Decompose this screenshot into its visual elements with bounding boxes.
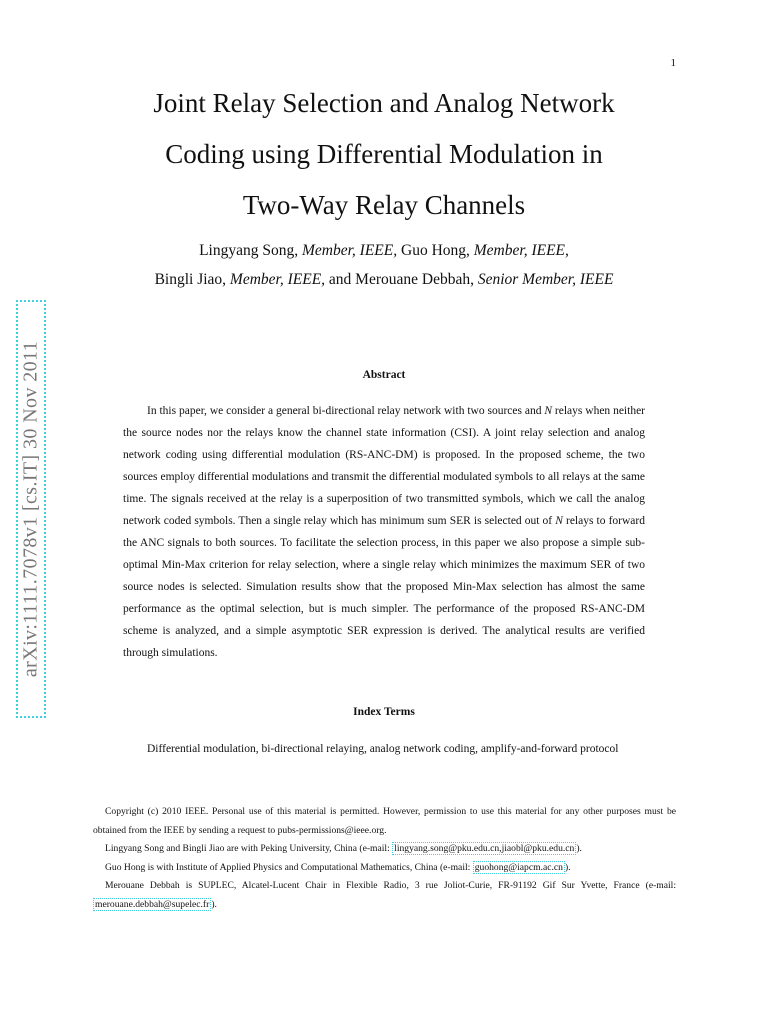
abstract-text: relays when neither the source nodes nor the relays know the channel state information (CSI). A joint relay selection and analog network coding using differential modulation (RS-ANC-DM) is proposed. In the proposed scheme, the two sources employ differential modulations and transmit the differential modulated symbols to all relays at the same time. The signals received at the relay is a superposition of two transmitted symbols, which we call the analog network coded symbols. Then a single relay which has minimum sum SER is selected out of <box>123 405 646 527</box>
footnote-text: ). <box>576 843 582 854</box>
footnote-text: Guo Hong is with Institute of Applied Physics and Computational Mathematics, China (e-mail: <box>105 861 473 873</box>
footnotes <box>93 803 676 914</box>
author-affiliation-role: Senior Member, IEEE <box>477 271 614 288</box>
footnote-text: Lingyang Song and Bingli Jiao are with Peking University, China (e-mail: <box>105 843 393 854</box>
author-name: Lingyang Song, <box>199 242 299 259</box>
arxiv-stamp-text: arXiv:1111.7078v1 [cs.IT] 30 Nov 2011 <box>19 340 42 678</box>
title-line-1: Joint Relay Selection and Analog Network <box>153 88 615 118</box>
index-terms-heading: Index Terms <box>353 706 415 718</box>
author-list <box>0 236 768 294</box>
email-link[interactable]: lingyang.song@pku.edu.cn,jiaobl@pku.edu.cn <box>394 843 575 854</box>
footnote-text: ). <box>211 898 217 910</box>
author-line-2 <box>0 265 768 294</box>
index-terms-body: Differential modulation, bi-directional relaying, analog network coding, amplify-and-forward protocol <box>147 743 619 755</box>
abstract-body <box>123 400 645 664</box>
title-line-2: Coding using Differential Modulation in <box>165 139 603 169</box>
paper-title <box>0 78 768 231</box>
arxiv-side-stamp-link[interactable] <box>16 300 46 718</box>
author-affiliation-role: Member, IEEE, <box>473 242 569 259</box>
author-name: Bingli Jiao, <box>154 271 227 288</box>
author-line-1 <box>0 236 768 265</box>
abstract-heading: Abstract <box>362 369 406 381</box>
abstract-text: In this paper, we consider a general bi-directional relay network with two sources and <box>147 405 545 417</box>
affiliation-footnote <box>93 840 676 859</box>
footnote-text: Merouane Debbah is SUPLEC, Alcatel-Lucent Chair in Flexible Radio, 3 rue Joliot-Curie, FR-91192 Gif Sur Yvette, France (e-mail: <box>105 880 676 891</box>
footnote-text: ). <box>564 861 571 873</box>
title-line-3: Two-Way Relay Channels <box>242 190 526 220</box>
page-number: 1 <box>670 57 676 69</box>
email-link[interactable]: merouane.debbah@supelec.fr <box>95 898 210 910</box>
author-name: and Merouane Debbah, <box>328 271 474 288</box>
copyright-notice: Copyright (c) 2010 IEEE. Personal use of this material is permitted. However, permission to use this material for any other purposes must be obtained from the IEEE by sending a request to pubs-permissions@ieee.org. <box>93 806 676 836</box>
math-variable: N <box>544 405 553 417</box>
author-affiliation-role: Member, IEEE, <box>302 242 398 259</box>
affiliation-footnote <box>93 877 676 914</box>
email-link[interactable]: guohong@iapcm.ac.cn <box>474 861 563 873</box>
author-name: Guo Hong, <box>401 242 470 259</box>
author-affiliation-role: Member, IEEE, <box>229 271 326 288</box>
affiliation-footnote <box>93 859 676 878</box>
math-variable: N <box>555 515 563 527</box>
abstract-text: relays to forward the ANC signals to both sources. To facilitate the selection process, in this paper we also propose a simple sub-optimal Min-Max criterion for relay selection, where a single relay which minimizes the maximum SER of two source nodes is selected. Simulation results show that the proposed Min-Max selection has almost the same performance as the optimal selection, but is much simpler. The performance of the proposed RS-ANC-DM scheme is analyzed, and a simple asymptotic SER expression is derived. The analytical results are verified through simulations. <box>123 515 645 659</box>
